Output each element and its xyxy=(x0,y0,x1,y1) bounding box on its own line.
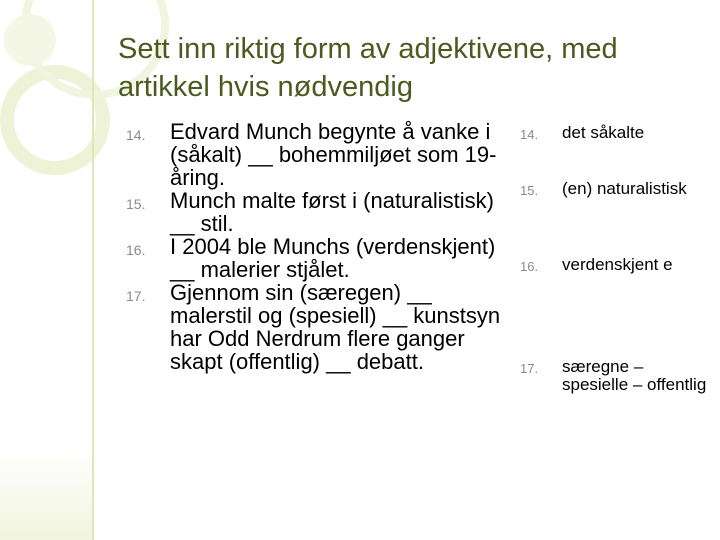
answer-text: (en) naturalistisk xyxy=(562,179,687,198)
answer-text: verdenskjent e xyxy=(562,255,673,274)
exercise-number: 14. xyxy=(126,127,146,143)
exercise-text: Munch malte først i (naturalistisk) __ stil. xyxy=(170,188,494,236)
answer-text: særegne – spesielle – offentlig xyxy=(562,357,707,394)
exercise-number: 16. xyxy=(126,242,146,258)
answer-item xyxy=(520,124,710,144)
answer-number: 14. xyxy=(520,127,539,142)
exercise-text: Gjennom sin (særegen) __ malerstil og (spesiell) __ kunstsyn har Odd Nerdrum flere ganger skapt (offentlig) __ debatt. xyxy=(170,280,501,374)
exercise-number: 17. xyxy=(126,288,146,304)
exercise-item xyxy=(126,235,506,281)
exercise-text: Edvard Munch begynte å vanke i (såkalt) __ bohemmiljøet som 19-åring. xyxy=(170,119,497,190)
bottom-decoration xyxy=(0,450,92,540)
answer-number: 15. xyxy=(520,183,539,198)
exercise-number: 15. xyxy=(126,196,146,212)
exercise-item xyxy=(126,189,506,235)
answer-item xyxy=(520,256,710,276)
exercise-text: I 2004 ble Munchs (verdenskjent) __ malerier stjålet. xyxy=(170,234,496,282)
answer-number: 17. xyxy=(520,361,539,376)
answer-item xyxy=(520,358,710,394)
answer-number: 16. xyxy=(520,259,539,274)
answer-list xyxy=(520,0,710,540)
exercise-item xyxy=(126,281,506,373)
left-accent-rule xyxy=(92,0,94,540)
slide-title: Sett inn riktig form av adjektivene, med artikkel hvis nødvendig xyxy=(118,33,618,103)
answer-text: det såkalte xyxy=(562,123,645,142)
exercise-list xyxy=(126,120,506,373)
exercise-item xyxy=(126,120,506,189)
answer-item xyxy=(520,180,710,200)
